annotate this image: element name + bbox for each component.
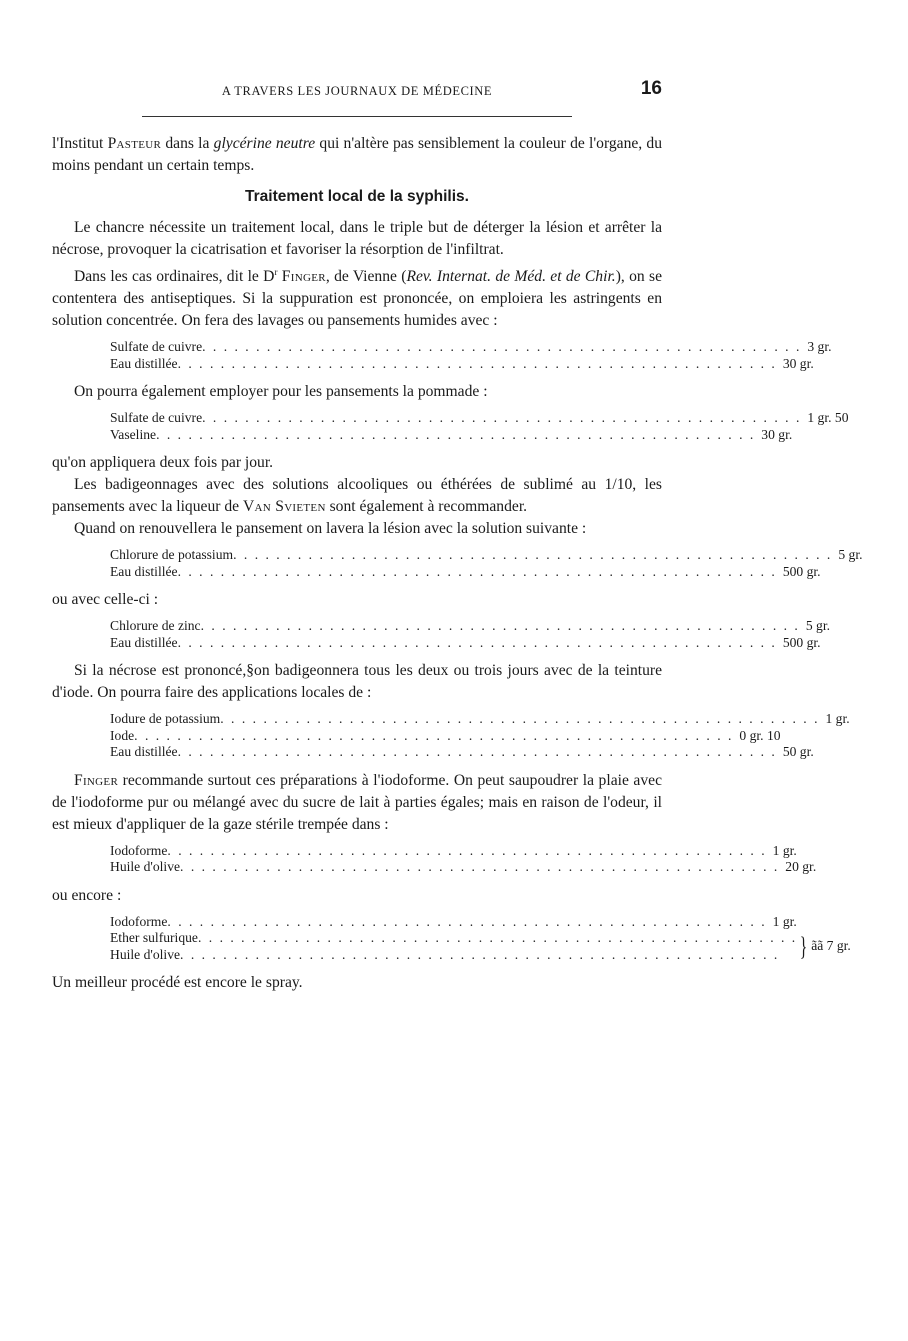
formula-row: Sulfate de cuivre . . . 3 gr. [110,339,600,356]
formula-3 [110,547,863,580]
header-rule [142,116,572,117]
paragraph-1: l'Institut Pasteur dans la glycérine neutre qui n'altère pas sensiblement la couleur de l'organe, du moins pendant un certain temps. [52,135,663,174]
paragraph-10: Finger recommande surtout ces préparations à l'iodoforme. On peut saupoudrer la plaie avec de l'iodoforme pur ou mélangé avec du sucre de lait à parties égales; mais en raison de l'odeur, il est mieux d'appliquer de la gaze stérile trempée dans : [52,771,662,833]
formula-row: Iodoforme . . . 1 gr. [110,843,600,860]
formula-4 [110,618,830,651]
page-number: 16 [640,78,662,99]
formula-row: Eau distillée . . . 500 gr. [110,564,600,581]
page-header [52,78,662,108]
formula-row: Chlorure de zinc . . . 5 gr. [110,618,600,635]
section-title: Traitement local de la syphilis. [245,188,469,205]
body-text [52,133,863,994]
paragraph-2: Le chancre nécessite un traitement local, dans le triple but de déterger la lésion et arrêter la nécrose, provoquer la cicatrisation et favoriser la résorption de l'infiltrat. [52,219,662,258]
formula-row: Vaseline . . . 30 gr. [110,427,600,444]
formula-2 [110,410,849,443]
paragraph-3: Dans les cas ordinaires, dit le $D^r$ Finger, de Vienne (Rev. Internat. de Méd. et de Chir.), on se contentera des antiseptiques. Si la suppuration est prononcée, on emploiera les astringents en solution concentrée. On fera des lavages ou pansements humides avec : [52,267,663,330]
paragraph-5: qu'on appliquera deux fois par jour. [52,454,274,472]
formula-row: Iodoforme . . . 1 gr. [110,914,600,931]
paragraph-9: Si la nécrose est prononcé,§on badigeonnera tous les deux ou trois jours avec de la teinture d'iode. On pourra faire des applications locales de : [52,662,662,702]
formula-row: Huile d'olive . . . [110,947,797,964]
formula-row: Ether sulfurique . . . [110,930,797,947]
grouped-dose: ãã 7 gr. [811,938,851,954]
formula-row: Iodure de potassium . . . 1 gr. [110,711,600,728]
formula-row: Eau distillée . . . 50 gr. [110,744,600,761]
brace-glyph: } [800,931,808,961]
book-page [52,0,662,108]
formula-7 [110,913,851,964]
formula-row: Iode . . . 0 gr. 10 [110,728,600,745]
paragraph-6: Les badigeonnages avec des solutions alcooliques ou éthérées de sublimé au 1/10, les pansements avec la liqueur de Van Svieten sont également à recommander. [52,476,662,516]
running-title: A TRAVERS LES JOURNAUX DE MÉDECINE [221,84,493,98]
formula-6 [110,842,817,876]
formula-row: Chlorure de potassium . . . 5 gr. [110,547,600,564]
formula-row: Eau distillée . . . 30 gr. [110,356,600,373]
formula-row: Huile d'olive . . . 20 gr. [110,859,600,876]
paragraph-7: Quand on renouvellera le pansement on lavera la lésion avec la solution suivante : [74,520,587,538]
formula-row: Eau distillée . . . 500 gr. [110,635,600,652]
paragraph-11: ou encore : [52,886,122,904]
author-name: Pasteur [107,135,162,152]
paragraph-12: Un meilleur procédé est encore le spray. [52,974,303,992]
paragraph-4: On pourra également employer pour les pansements la pommade : [74,383,488,401]
formula-1 [110,339,832,372]
formula-5 [110,711,850,761]
formula-row: Sulfate de cuivre . . . 1 gr. 50 [110,410,600,427]
paragraph-8: ou avec celle-ci : [52,591,159,609]
grouped-ingredients [110,930,851,963]
